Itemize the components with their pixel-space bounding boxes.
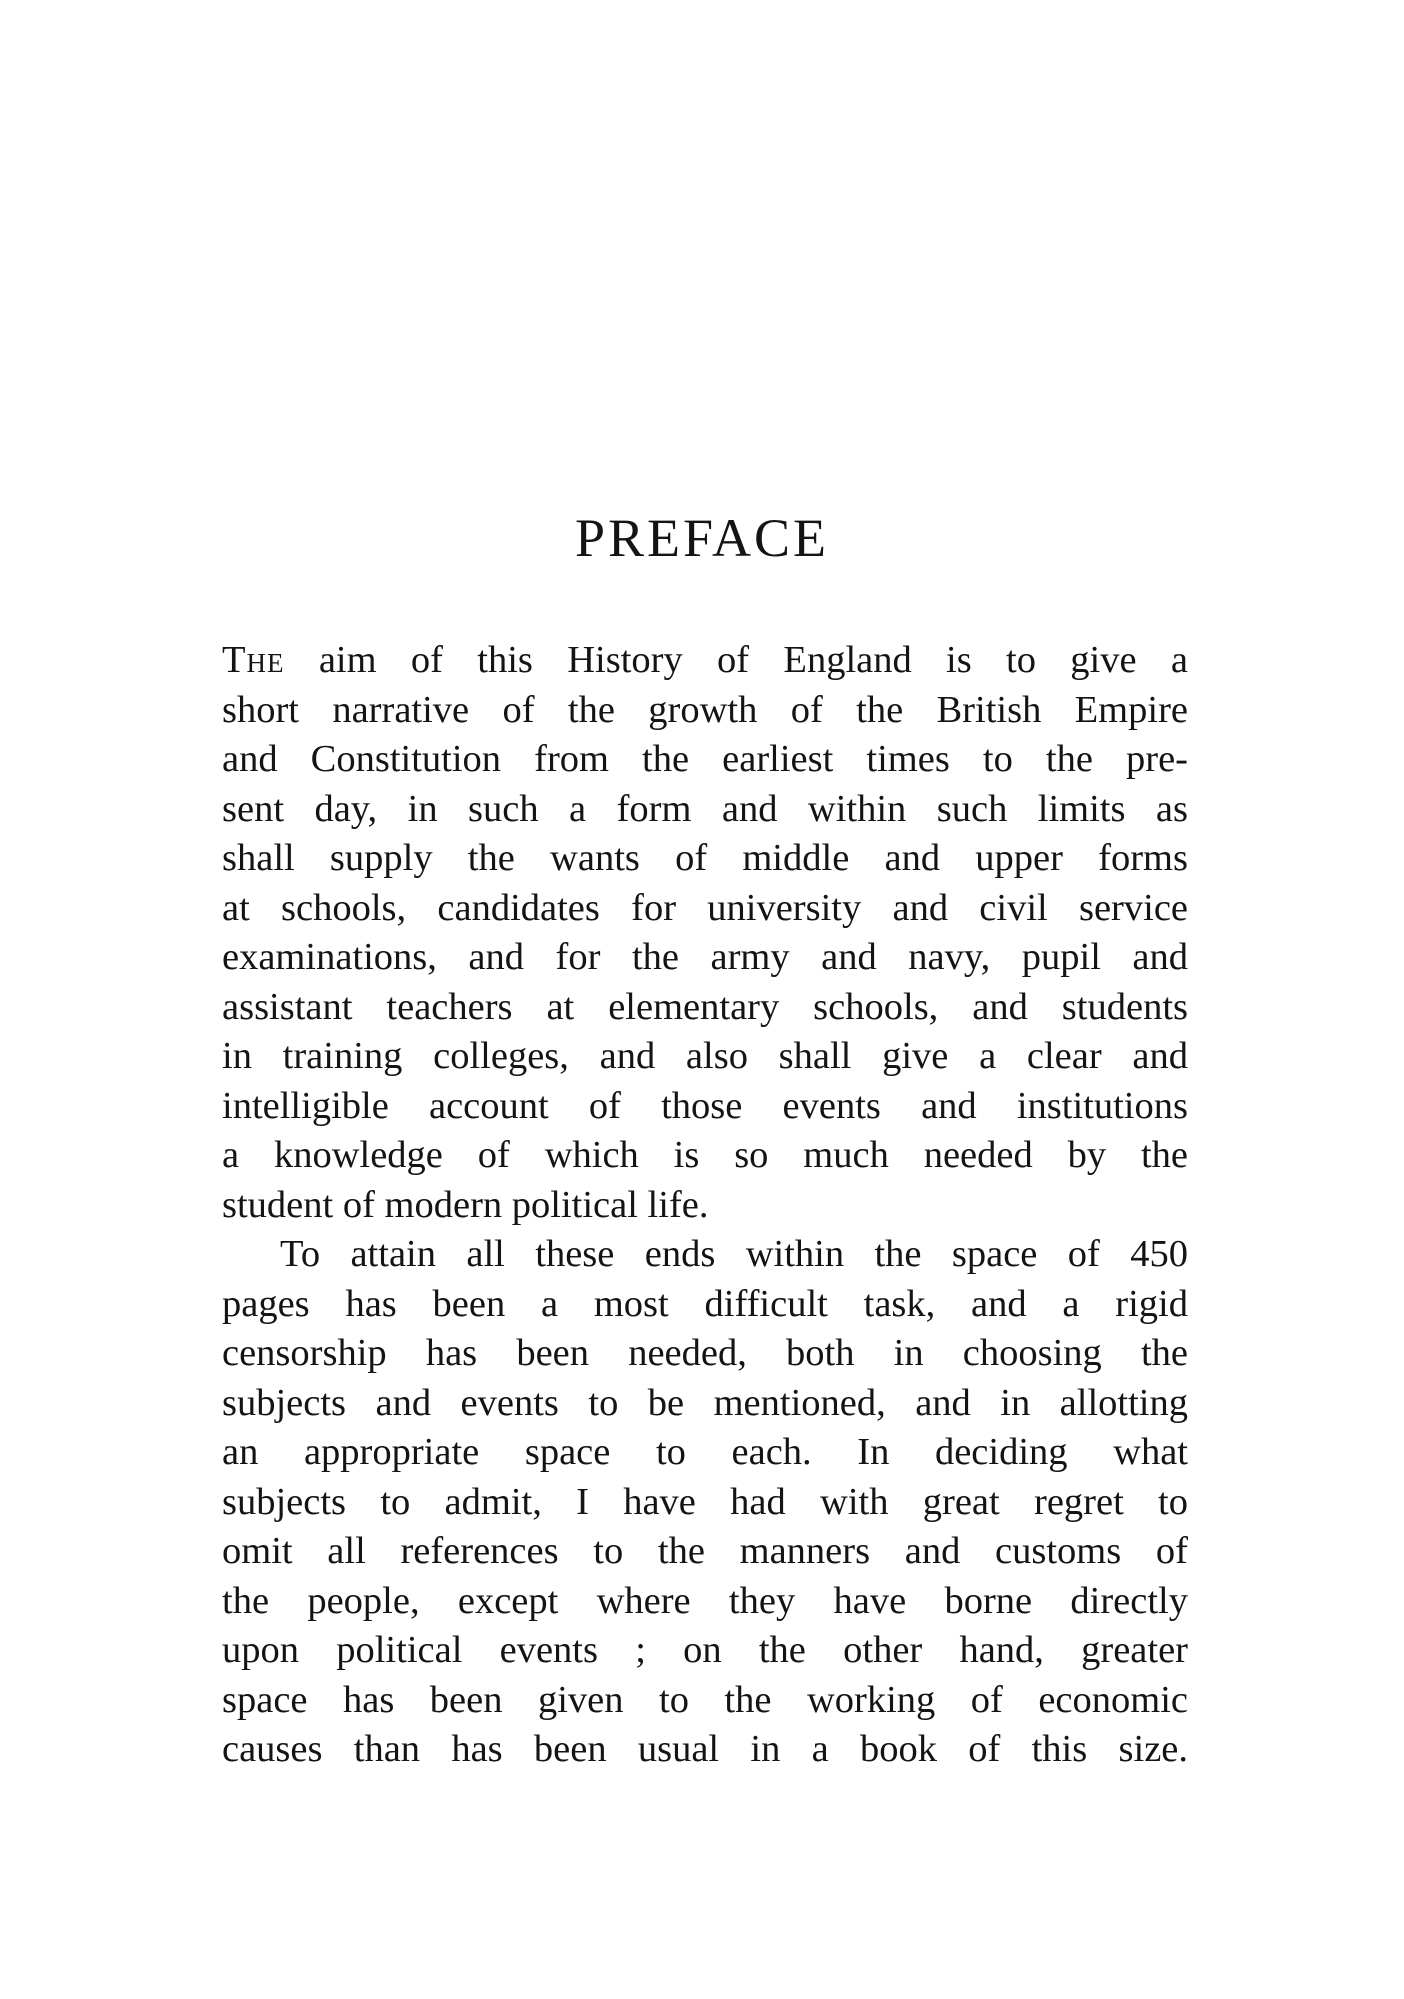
text-line: the people, except where they have borne directly (222, 1579, 1188, 1622)
text-line: intelligible account of those events and institutions (222, 1084, 1188, 1127)
text-line: and Constitution from the earliest times to the pre- (222, 738, 1188, 780)
text-line: examinations, and for the army and navy, pupil and (222, 936, 1188, 978)
text-line: student of modern political life. (222, 1183, 709, 1226)
text-line: subjects and events to be mentioned, and in allotting (222, 1381, 1188, 1424)
text-line: censorship has been needed, both in choosing the (222, 1332, 1188, 1374)
text-line: causes than has been usual in a book of this size. (222, 1728, 1188, 1770)
lead-word: The (222, 639, 285, 681)
text-line: a knowledge of which is so much needed by the (222, 1134, 1188, 1176)
text-line: an appropriate space to each. In deciding what (222, 1431, 1188, 1473)
text-line: assistant teachers at elementary schools, and students (222, 985, 1188, 1028)
text-line: pages has been a most difficult task, and a rigid (222, 1282, 1188, 1325)
text-line: space has been given to the working of economic (222, 1678, 1188, 1721)
text-line: at schools, candidates for university and civil service (222, 886, 1188, 929)
text-line: omit all references to the manners and customs of (222, 1530, 1188, 1572)
text-line: subjects to admit, I have had with great regret to (222, 1480, 1188, 1523)
text-line: To attain all these ends within the space of 450 (280, 1233, 1188, 1275)
text-line (222, 636, 1188, 686)
text-line-content: aim of this History of England is to give a (318, 639, 1188, 681)
text-line: in training colleges, and also shall give a clear and (222, 1035, 1188, 1077)
text-line: shall supply the wants of middle and upper forms (222, 837, 1188, 879)
preface-body (222, 636, 1188, 1775)
text-line: short narrative of the growth of the British Empire (222, 688, 1188, 731)
paragraph-1 (222, 636, 1188, 1230)
text-line: upon political events ; on the other hand, greater (222, 1629, 1188, 1671)
paragraph-2 (222, 1230, 1188, 1775)
page-title: PREFACE (574, 508, 830, 568)
text-line: sent day, in such a form and within such limits as (222, 787, 1188, 830)
